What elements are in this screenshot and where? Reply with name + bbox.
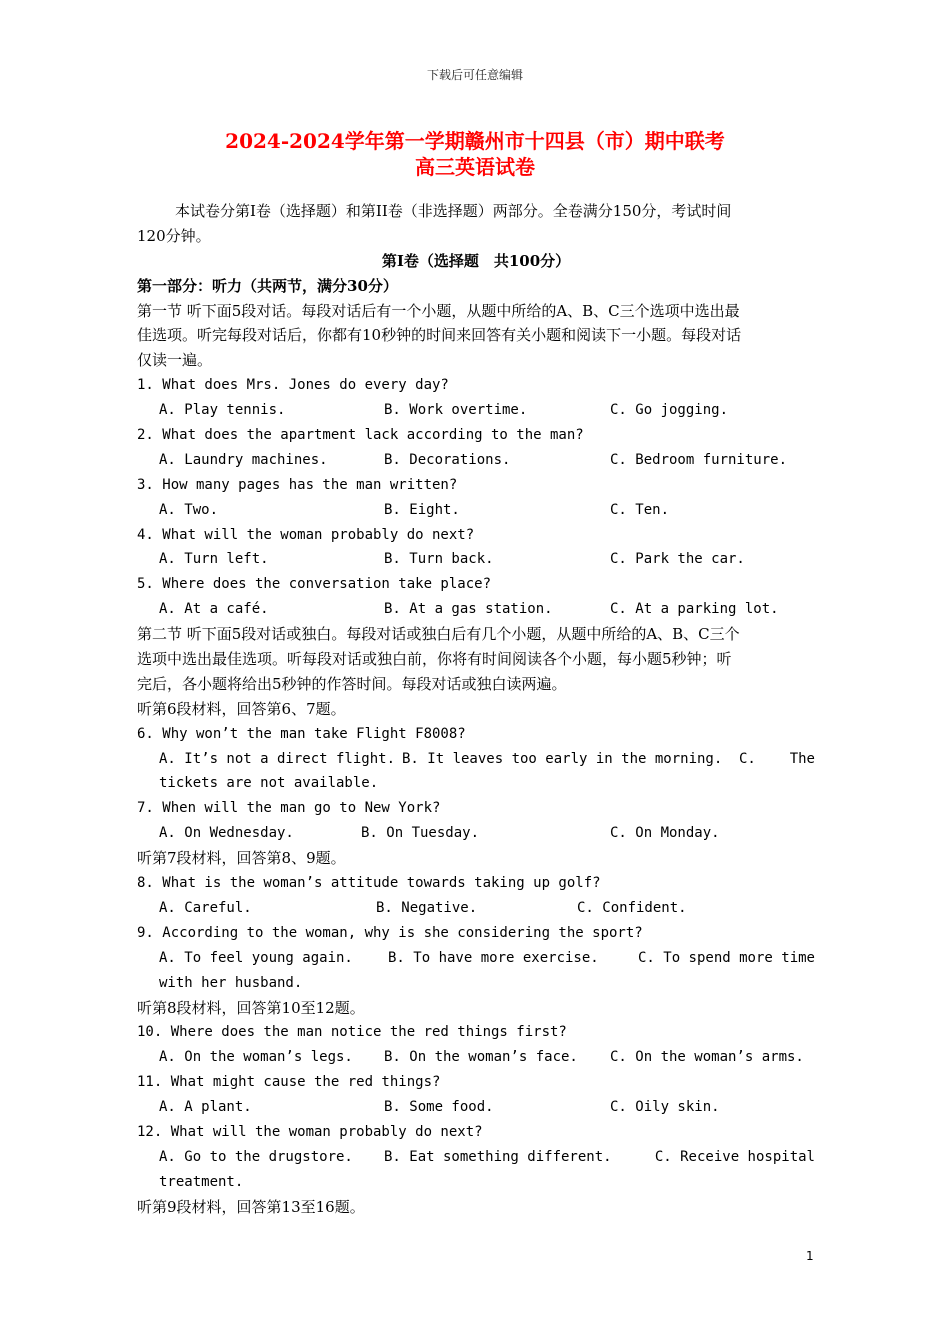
option-c: C. Ten. — [610, 501, 670, 518]
options-row — [137, 946, 815, 971]
section-instruction: 第二节 听下面5段对话或独白。每段对话或独白后有几个小题，从题中所给的A、B、C三个 — [137, 625, 740, 644]
question: 11. What might cause the red things? — [137, 1074, 441, 1091]
page-header: 下载后可任意编辑 — [426, 68, 523, 82]
question: 3. How many pages has the man written? — [137, 476, 458, 493]
option-a: A. Turn left. — [159, 551, 269, 568]
options-row — [137, 747, 815, 772]
part-heading: 第一部分：听力（共两节，满分30分） — [137, 276, 398, 295]
option-b: B. To have more exercise. — [388, 949, 599, 966]
material-heading: 听第8段材料，回答第10至12题。 — [137, 998, 365, 1017]
options-row — [137, 448, 815, 473]
question: 10. Where does the man notice the red things first? — [137, 1024, 567, 1041]
option-a: A. On Wednesday. — [159, 825, 294, 842]
question: 4. What will the woman probably do next? — [137, 526, 475, 543]
question: 7. When will the man go to New York? — [137, 800, 441, 817]
option-b: B. On Tuesday. — [361, 825, 480, 842]
option-c: C. On the woman’s arms. — [610, 1049, 804, 1066]
option-a: A. To feel young again. — [159, 949, 353, 966]
options-row — [137, 1145, 815, 1170]
option-b: B. Work overtime. — [384, 402, 528, 419]
option-continuation: treatment. — [159, 1173, 244, 1190]
option-b: B. At a gas station. — [384, 601, 553, 618]
intro-line: 120分钟。 — [137, 226, 211, 245]
option-continuation: tickets are not available. — [159, 775, 379, 792]
options-row — [137, 498, 815, 523]
option-b: B. Some food. — [384, 1099, 494, 1116]
option-c: C. Receive hospital — [654, 1148, 815, 1165]
material-heading: 听第9段材料，回答第13至16题。 — [137, 1197, 365, 1216]
question: 5. Where does the conversation take place? — [137, 576, 492, 593]
section-instruction: 佳选项。听完每段对话后，你都有10秒钟的时间来回答有关小题和阅读下一小题。每段对话 — [137, 326, 742, 345]
exam-body — [137, 199, 815, 1220]
material-heading: 听第7段材料，回答第8、9题。 — [137, 849, 346, 868]
option-b: B. It leaves too early in the morning. — [402, 750, 723, 767]
option-a: A. On the woman’s legs. — [159, 1049, 353, 1066]
options-row — [137, 1045, 815, 1070]
option-a: A. At a café. — [159, 601, 269, 618]
options-row — [137, 597, 815, 622]
option-c: C. At a parking lot. — [610, 601, 779, 618]
options-row — [137, 821, 815, 846]
option-c-word: The — [789, 750, 815, 767]
exam-subtitle: 高三英语试卷 — [415, 155, 535, 179]
question: 1. What does Mrs. Jones do every day? — [137, 377, 449, 394]
question: 12. What will the woman probably do next? — [137, 1123, 483, 1140]
section-instruction: 仅读一遍。 — [137, 351, 213, 370]
option-c: C. Oily skin. — [610, 1099, 720, 1116]
option-c: C. — [739, 750, 756, 767]
section-instruction: 完后，各小题将给出5秒钟的作答时间。每段对话或独白读两遍。 — [137, 674, 567, 693]
option-a: A. Play tennis. — [159, 402, 286, 419]
intro-line: 本试卷分第Ⅰ卷（选择题）和第II卷（非选择题）两部分。全卷满分150分，考试时间 — [175, 202, 732, 220]
material-heading: 听第6段材料，回答第6、7题。 — [137, 699, 346, 718]
page-number: 1 — [806, 1249, 814, 1263]
options-row — [137, 1095, 815, 1120]
option-b: B. Decorations. — [384, 451, 511, 468]
option-a: A. Careful. — [159, 899, 252, 916]
options-row — [137, 547, 815, 572]
section-instruction: 选项中选出最佳选项。听每段对话或独白前，你将有时间阅读各个小题，每小题5秒钟；听 — [137, 650, 732, 669]
section-instruction: 第一节 听下面5段对话。每段对话后有一个小题，从题中所给的A、B、C三个选项中选出最 — [137, 301, 740, 320]
option-a: A. Go to the drugstore. — [159, 1148, 353, 1165]
option-a: A. A plant. — [159, 1099, 252, 1116]
exam-title: 2024-2024学年第一学期赣州市十四县（市）期中联考 — [225, 129, 725, 153]
option-a: A. Two. — [159, 501, 219, 518]
question: 9. According to the woman, why is she considering the sport? — [137, 924, 643, 941]
option-c: C. Confident. — [577, 899, 687, 916]
options-row — [137, 896, 815, 921]
question: 2. What does the apartment lack according to the man? — [137, 427, 584, 444]
options-row — [137, 398, 815, 423]
option-a: A. It’s not a direct flight. — [159, 750, 396, 767]
option-c: C. To spend more time — [637, 949, 815, 966]
option-continuation: with her husband. — [159, 974, 303, 991]
option-c: C. Bedroom furniture. — [610, 451, 788, 468]
option-c: C. Park the car. — [610, 551, 745, 568]
option-b: B. Eight. — [384, 501, 460, 518]
volume-heading: 第Ⅰ卷（选择题 共100分） — [381, 251, 571, 270]
option-a: A. Laundry machines. — [159, 451, 328, 468]
option-c: C. On Monday. — [610, 825, 720, 842]
option-b: B. On the woman’s face. — [384, 1049, 578, 1066]
option-b: B. Eat something different. — [384, 1148, 612, 1165]
option-c: C. Go jogging. — [610, 402, 729, 419]
option-b: B. Turn back. — [384, 551, 494, 568]
question: 6. Why won’t the man take Flight F8008? — [137, 725, 466, 742]
question: 8. What is the woman’s attitude towards taking up golf? — [137, 875, 601, 892]
option-b: B. Negative. — [376, 899, 478, 916]
